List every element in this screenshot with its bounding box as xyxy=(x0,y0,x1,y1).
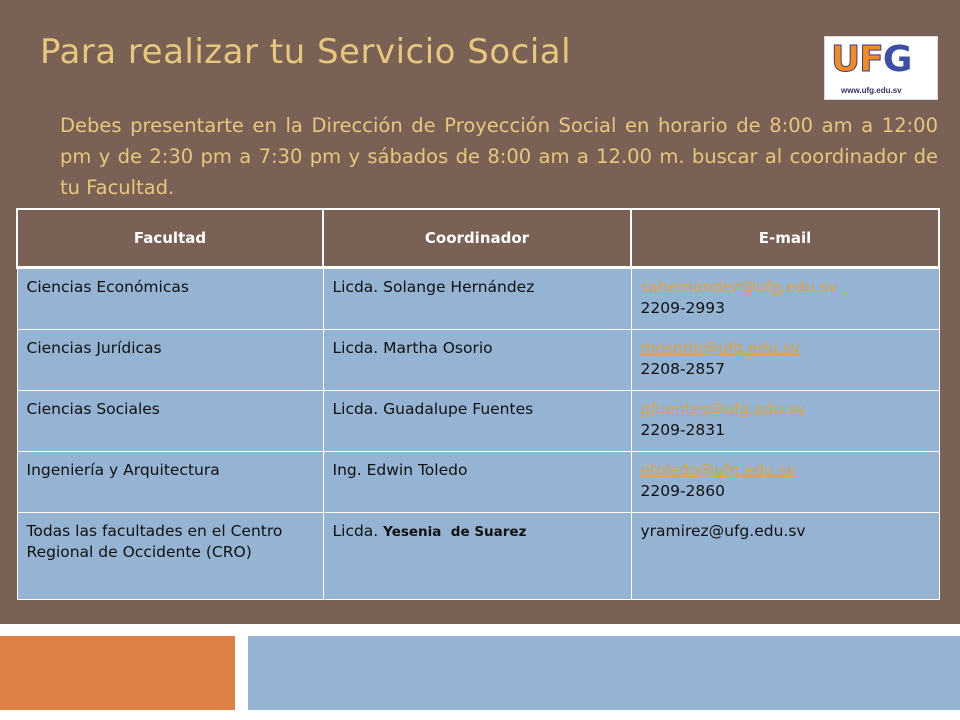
email-link[interactable]: sahernandez@ufg.edu.sv xyxy=(640,278,838,296)
coordinador-name: Yesenia de Suarez xyxy=(383,524,527,540)
footer-gap xyxy=(235,636,248,720)
logo-mark-uf: UF xyxy=(831,39,883,80)
ufg-logo xyxy=(824,36,938,100)
phone-number: 2208-2857 xyxy=(640,360,725,378)
facultad-cell: Ingeniería y Arquitectura xyxy=(17,452,323,513)
email-link[interactable]: mosorio@ufg.edu.sv xyxy=(640,339,800,357)
phone-number: 2209-2860 xyxy=(640,482,725,500)
table-header-row xyxy=(17,209,939,268)
coordinators-table xyxy=(16,208,940,600)
logo-url: www.ufg.edu.sv xyxy=(841,86,902,95)
coordinador-cell: Licda. Martha Osorio xyxy=(323,330,631,391)
email-cell xyxy=(631,513,939,600)
phone-number: 2209-2831 xyxy=(640,421,725,439)
intro-paragraph: Debes presentarte en la Dirección de Proyección Social en horario de 8:00 am a 12:00 pm y de 2:30 pm a 7:30 pm y sábados de 8:00 am a 12.00 m. buscar al coordinador de tu Facultad. xyxy=(60,114,938,199)
facultad-cell: Todas las facultades en el Centro Regional de Occidente (CRO) xyxy=(17,513,323,600)
coordinador-cell: Licda. Guadalupe Fuentes xyxy=(323,391,631,452)
header-email: E-mail xyxy=(631,209,939,268)
footer-divider xyxy=(0,624,960,636)
email-link[interactable]: etoledo@ufg.edu.sv xyxy=(640,461,796,479)
table-row xyxy=(17,513,939,600)
logo-mark xyxy=(831,40,911,80)
footer-orange-block xyxy=(0,636,235,710)
phone-number: 2209-2993 xyxy=(640,299,725,317)
email-cell xyxy=(631,330,939,391)
header-coordinador: Coordinador xyxy=(323,209,631,268)
email-link[interactable]: gfuentes@ufg.edu.sv xyxy=(640,400,806,418)
facultad-cell: Ciencias Jurídicas xyxy=(17,330,323,391)
footer-blue-block xyxy=(248,636,960,710)
facultad-cell: Ciencias Sociales xyxy=(17,391,323,452)
coordinador-prefix: Licda. xyxy=(332,522,379,540)
coordinador-cell xyxy=(323,513,631,600)
coordinador-cell: Licda. Solange Hernández xyxy=(323,268,631,330)
email-cell xyxy=(631,452,939,513)
table-row xyxy=(17,330,939,391)
table-row xyxy=(17,268,939,330)
coordinador-cell: Ing. Edwin Toledo xyxy=(323,452,631,513)
table-row xyxy=(17,391,939,452)
email-text: yramirez@ufg.edu.sv xyxy=(640,522,806,540)
table-row xyxy=(17,452,939,513)
footer-bottom-strip xyxy=(0,710,960,720)
email-cell xyxy=(631,268,939,330)
facultad-cell: Ciencias Económicas xyxy=(17,268,323,330)
logo-mark-g: G xyxy=(882,39,912,80)
email-cell xyxy=(631,391,939,452)
header-facultad: Facultad xyxy=(17,209,323,268)
slide-title: Para realizar tu Servicio Social xyxy=(40,32,572,72)
